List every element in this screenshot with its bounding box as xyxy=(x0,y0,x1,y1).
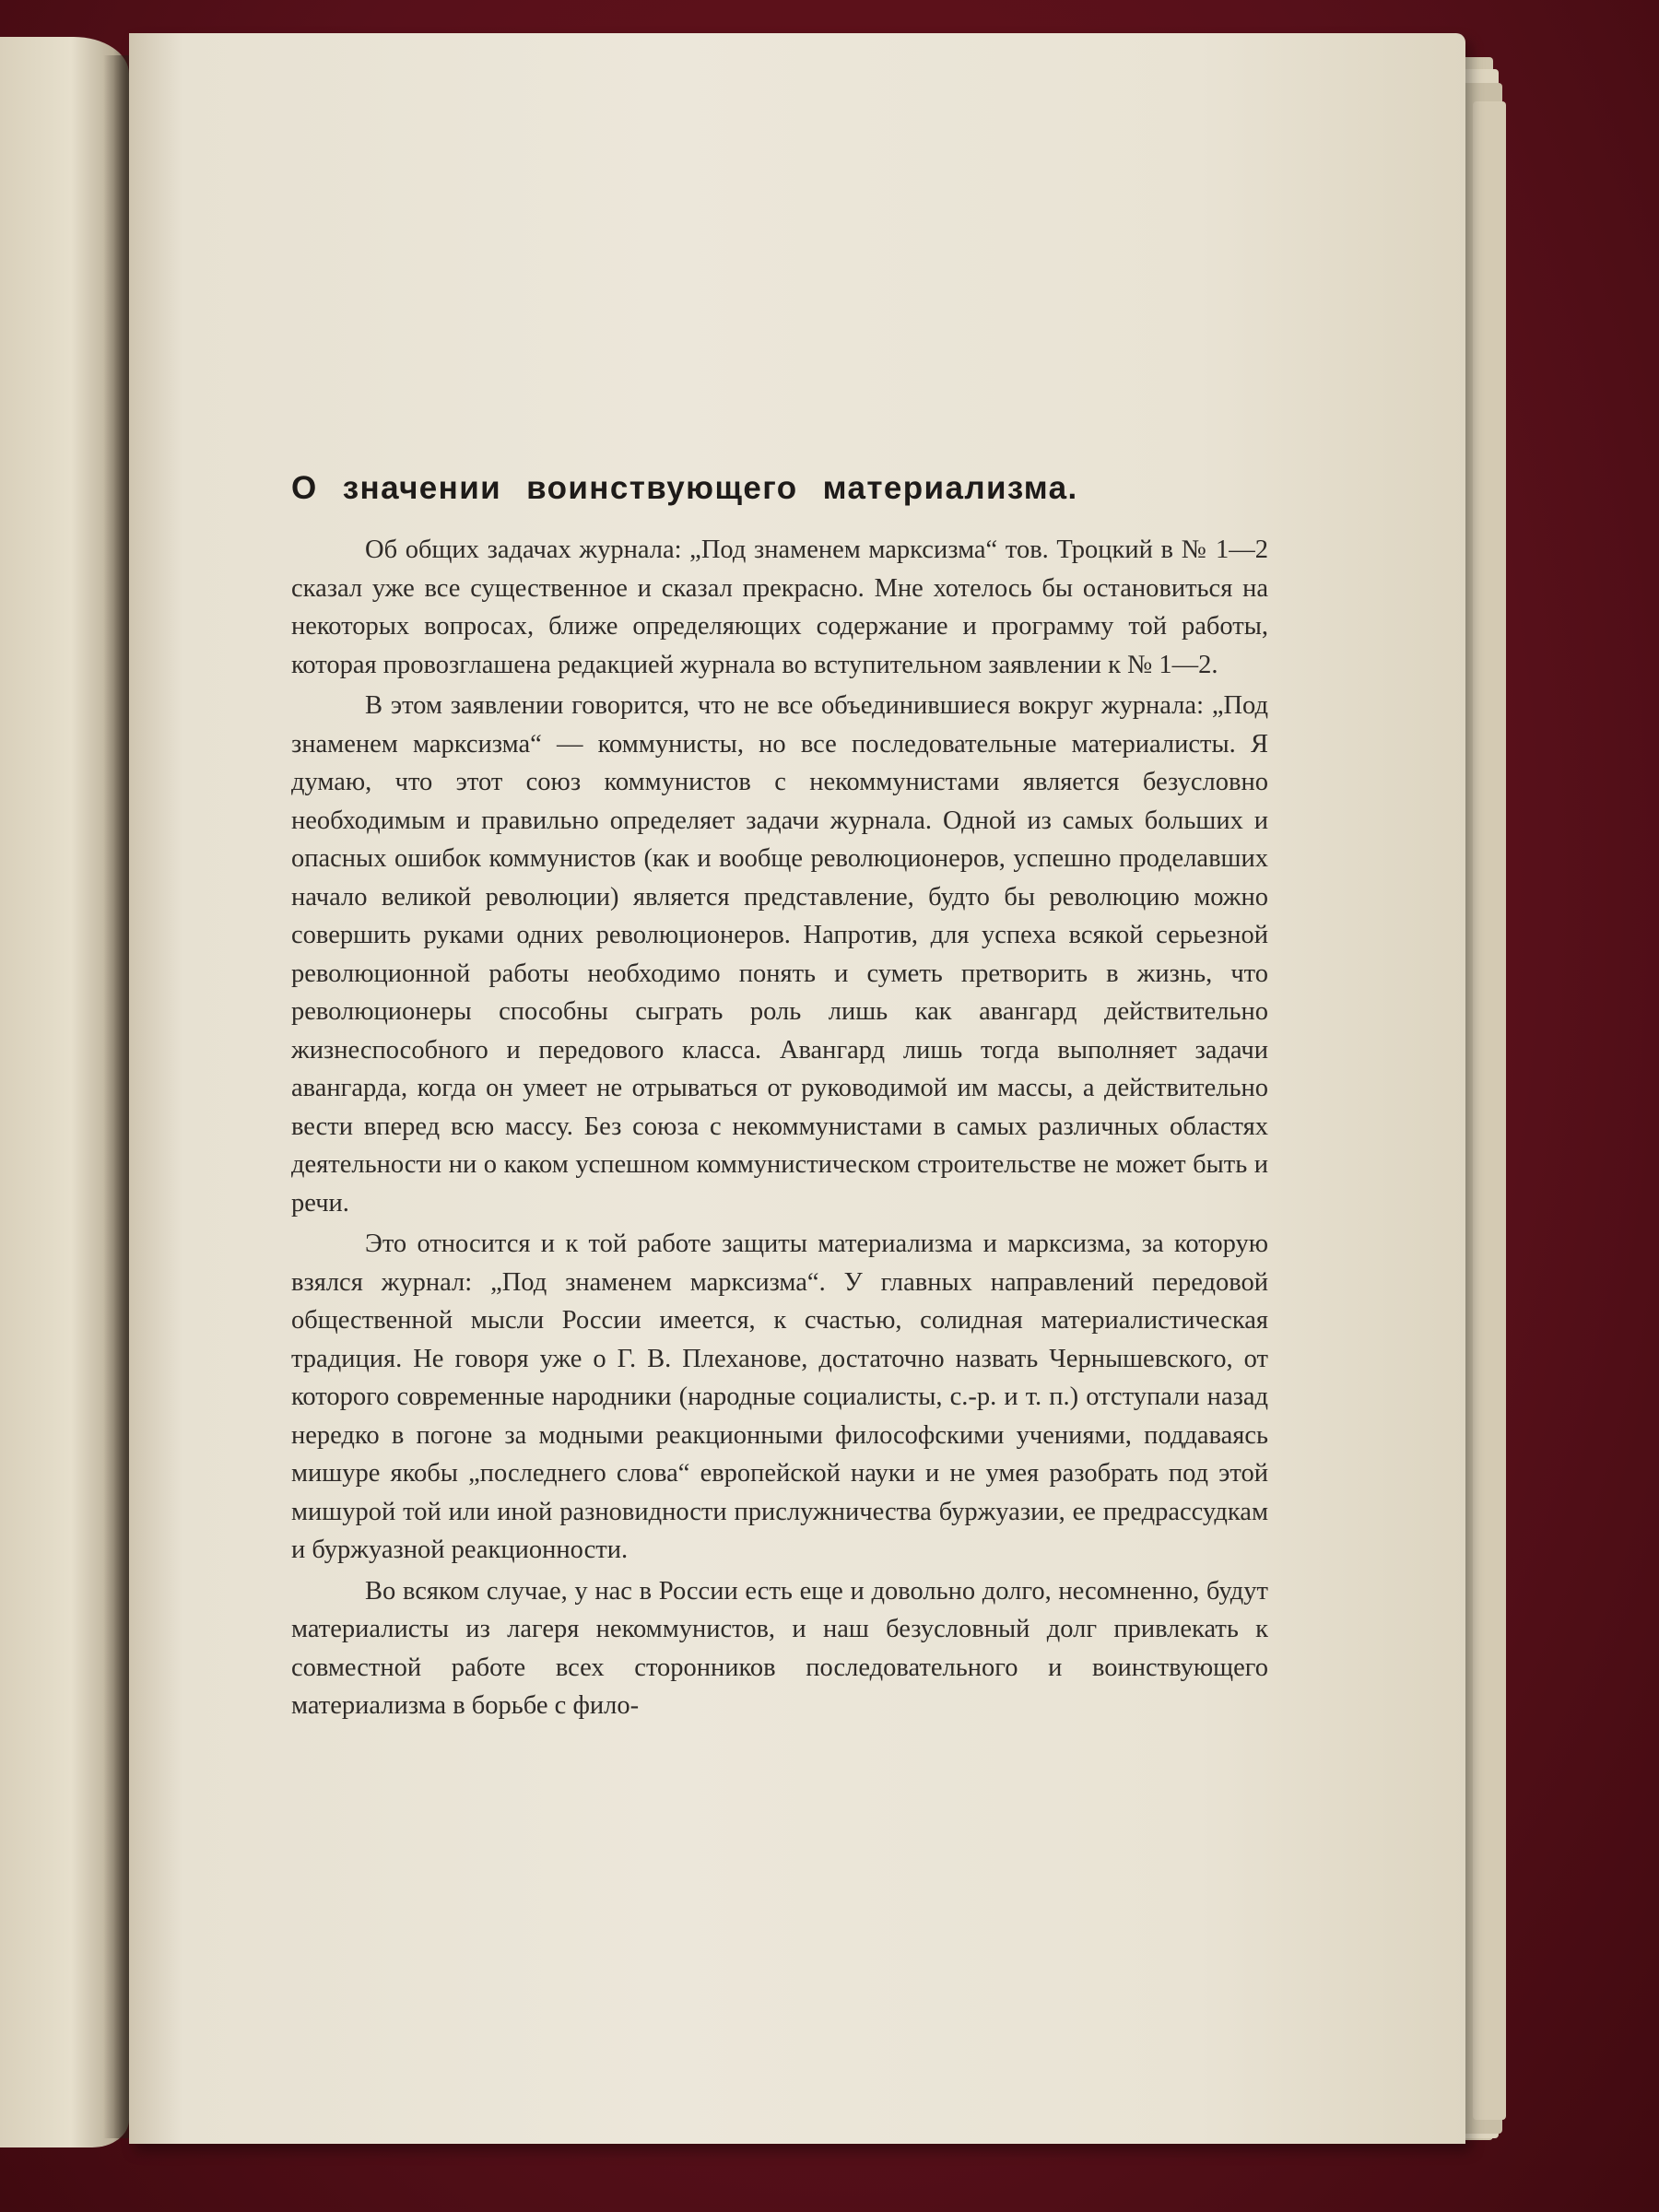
paragraph: Это относится и к той работе защиты материализма и марксизма, за которую взялся журнал: „Под знаменем марксизма“. У главных направлений передовой общественной мысли России имеется, к счастью, солидная материалистическая традиция. Не говоря уже о Г. В. Плеханове, достаточно назвать Чернышевского, от которого современные народники (народные социалисты, с.-р. и т. п.) отступали назад нередко в погоне за модными реакционными философскими учениями, поддаваясь мишуре якобы „последнего слова“ европейской науки и не умея разобрать под этой мишурой той или иной разновидности прислужничества буржуазии, ее предрассудкам и буржуазной реакционности. xyxy=(291,1230,1268,1564)
book-page xyxy=(129,33,1465,2144)
article-body xyxy=(291,470,1268,1725)
paragraph: Об общих задачах журнала: „Под знаменем марксизма“ тов. Троцкий в № 1—2 сказал уже все существенное и сказал прекрасно. Мне хотелось бы остановиться на некоторых вопросах, ближе определяющих содержание и программу той работы, которая провозглашена редакцией журнала во вступительном заявлении к № 1—2. xyxy=(291,535,1268,679)
page-edge xyxy=(1473,101,1506,2120)
paragraph: Во всяком случае, у нас в России есть еще и довольно долго, несомненно, будут материалисты из лагеря некоммунистов, и наш безусловный долг привлекать к совместной работе всех сторонников последовательного и воинствующего материализма в борьбе с фило- xyxy=(291,1576,1268,1720)
article-title: О значении воинствующего материализма. xyxy=(291,470,1078,506)
paragraph: В этом заявлении говорится, что не все объединившиеся вокруг журнала: „Под знаменем марксизма“ — коммунисты, но все последовательные материалисты. Я думаю, что этот союз коммунистов с некоммунистами является безусловно необходимым и правильно определяет задачи журнала. Одной из самых больших и опасных ошибок коммунистов (как и вообще революционеров, успешно проделавших начало великой революции) является представление, будто бы революцию можно совершить руками одних революционеров. Напротив, для успеха всякой серьезной революционной работы необходимо понять и суметь претворить в жизнь, что революционеры способны сыграть роль лишь как авангард действительно жизнеспособного и передового класса. Авангард лишь тогда выполняет задачи авангарда, когда он умеет не отрываться от руководимой им массы, а действительно вести вперед всю массу. Без союза с некоммунистами в самых различных областях деятельности ни о каком успешном коммунистическом строительстве не может быть и речи. xyxy=(291,691,1268,1218)
